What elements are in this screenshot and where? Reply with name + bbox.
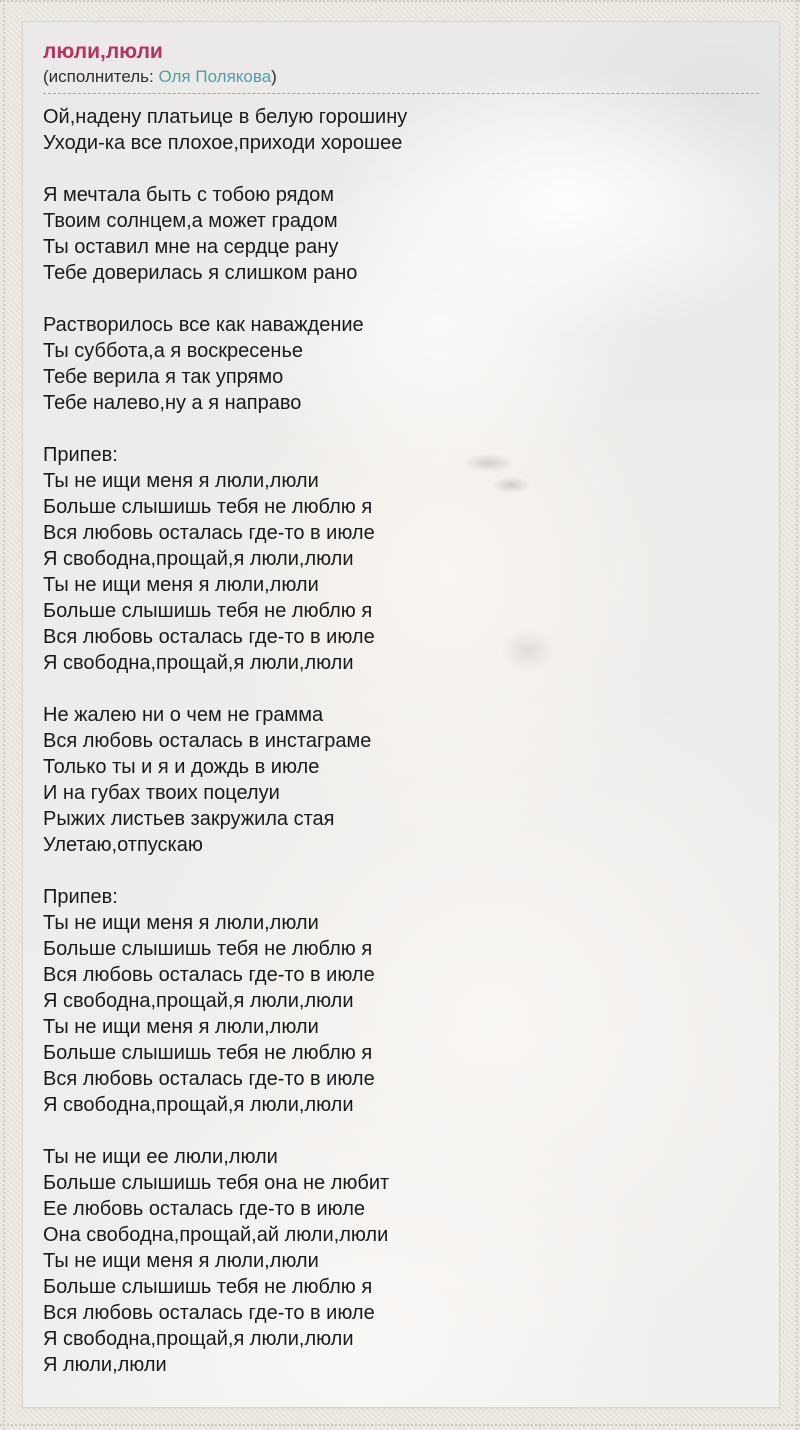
lyrics-line: Она свободна,прощай,ай люли,люли (43, 1224, 389, 1246)
lyrics-line: Растворилось все как наваждение (43, 314, 364, 336)
lyrics-line: Твоим солнцем,а может градом (43, 210, 338, 232)
lyrics-line: Тебе доверилась я слишком рано (43, 262, 358, 284)
lyrics-line: Ты не ищи меня я люли,люли (43, 574, 319, 596)
artist-link[interactable]: Оля Полякова (158, 67, 272, 86)
lyrics-line: Я свободна,прощай,я люли,люли (43, 990, 354, 1012)
lyrics-line: Вся любовь осталась где-то в июле (43, 522, 375, 544)
lyrics-line: И на губах твоих поцелуи (43, 782, 280, 804)
lyrics-stanza (43, 702, 759, 858)
artist-label-suffix: ) (271, 67, 277, 86)
lyrics-line: Ты оставил мне на сердце рану (43, 236, 339, 258)
lyrics-stanza (43, 104, 759, 156)
lyrics-line: Припев: (43, 886, 118, 908)
lyrics-line: Тебе налево,ну а я направо (43, 392, 302, 414)
lyrics-line: Ой,надену платьице в белую горошину (43, 106, 408, 128)
lyrics-line: Ты не ищи меня я люли,люли (43, 1016, 319, 1038)
lyrics-line: Вся любовь осталась где-то в июле (43, 1302, 375, 1324)
lyrics-line: Больше слышишь тебя не люблю я (43, 600, 373, 622)
lyrics-line: Я свободна,прощай,я люли,люли (43, 652, 354, 674)
lyrics-line: Больше слышишь тебя не люблю я (43, 938, 373, 960)
artist-line (43, 65, 759, 94)
lyrics-line: Больше слышишь тебя она не любит (43, 1172, 390, 1194)
lyrics-line: Уходи-ка все плохое,приходи хорошее (43, 132, 403, 154)
lyrics-line: Вся любовь осталась где-то в июле (43, 964, 375, 986)
lyrics-line: Ее любовь осталась где-то в июле (43, 1198, 365, 1220)
lyrics-line: Рыжих листьев закружила стая (43, 808, 335, 830)
lyrics-line: Ты не ищи меня я люли,люли (43, 912, 319, 934)
lyrics-line: Тебе верила я так упрямо (43, 366, 284, 388)
lyrics-line: Ты не ищи меня я люли,люли (43, 470, 319, 492)
lyrics-line: Ты не ищи ее люли,люли (43, 1146, 278, 1168)
lyrics-line: Больше слышишь тебя не люблю я (43, 496, 373, 518)
lyrics-line: Больше слышишь тебя не люблю я (43, 1276, 373, 1298)
lyrics-line: Я люли,люли (43, 1354, 167, 1376)
lyrics-line: Только ты и я и дождь в июле (43, 756, 320, 778)
lyrics-line: Больше слышишь тебя не люблю я (43, 1042, 373, 1064)
lyrics-line: Ты не ищи меня я люли,люли (43, 1250, 319, 1272)
lyrics-line: Я свободна,прощай,я люли,люли (43, 548, 354, 570)
stitch-line-right (796, 0, 798, 1430)
lyrics-line: Я мечтала быть с тобою рядом (43, 184, 335, 206)
lyrics-stanza (43, 442, 759, 676)
lyrics-stanza (43, 884, 759, 1118)
lyrics-line: Не жалею ни о чем не грамма (43, 704, 324, 726)
lyrics-card (22, 21, 780, 1408)
lyrics-line: Я свободна,прощай,я люли,люли (43, 1328, 354, 1350)
lyrics-line: Улетаю,отпускаю (43, 834, 203, 856)
stitch-line-bottom (0, 1424, 800, 1426)
card-content (23, 22, 779, 1378)
stitch-line-left (3, 0, 5, 1430)
lyrics-stanza (43, 182, 759, 286)
lyrics-line: Вся любовь осталась в инстаграме (43, 730, 372, 752)
stitch-line-top (0, 0, 800, 2)
lyrics-line: Вся любовь осталась где-то в июле (43, 1068, 375, 1090)
lyrics-line: Припев: (43, 444, 118, 466)
lyrics-line: Ты суббота,а я воскресенье (43, 340, 303, 362)
lyrics-stanza (43, 1144, 759, 1378)
lyrics-line: Я свободна,прощай,я люли,люли (43, 1094, 354, 1116)
lyrics-stanza (43, 312, 759, 416)
artist-label-prefix: (исполнитель: (43, 67, 159, 86)
lyrics-text (43, 104, 759, 1378)
song-title: люли,люли (43, 40, 163, 63)
lyrics-line: Вся любовь осталась где-то в июле (43, 626, 375, 648)
